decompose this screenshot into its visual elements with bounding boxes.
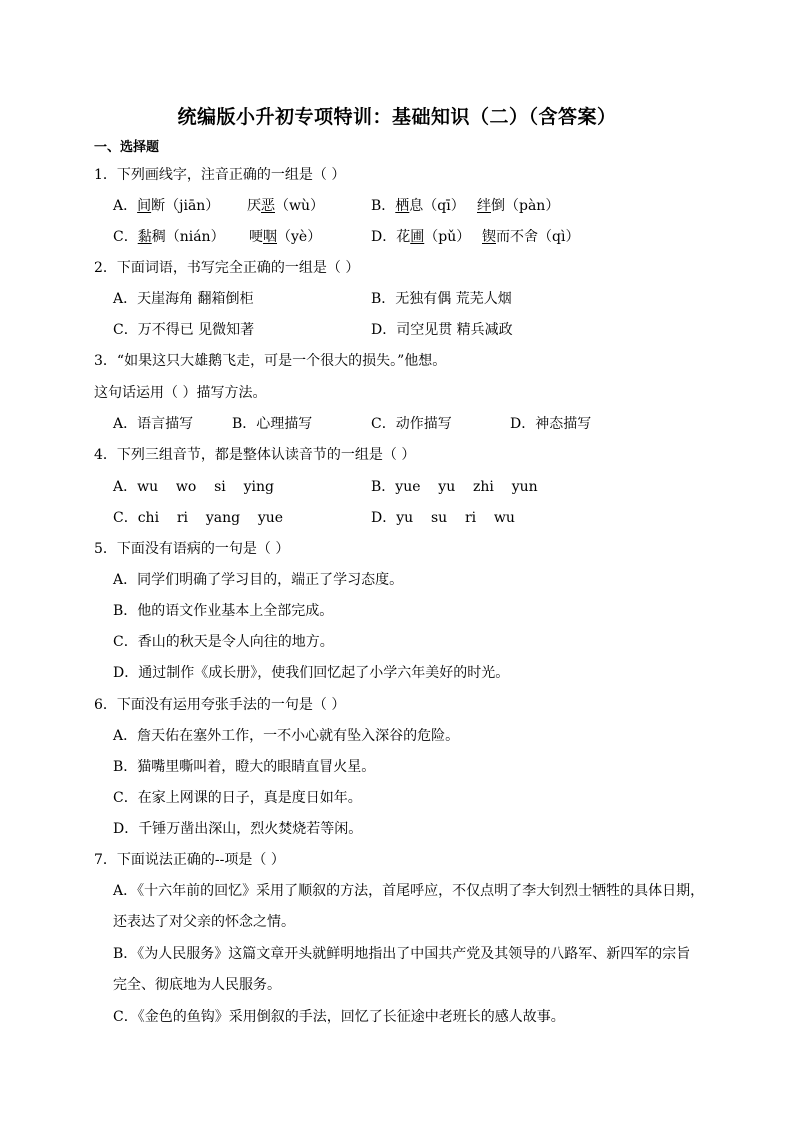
option-label: C． (113, 229, 138, 245)
question-2-option-a[interactable]: A．天崖海角 翻箱倒柜 (113, 291, 254, 307)
question-3-option-c[interactable]: C．动作描写 (371, 416, 452, 432)
question-2-option-d[interactable]: D．司空见贯 精兵减政 (371, 322, 513, 338)
question-7-option-b-continued: 完全、彻底地为人民服务。 (113, 977, 281, 993)
question-1-option-b-word-2: 绊倒（pàn） (477, 198, 560, 214)
question-7-option-a-continued: 还表达了对父亲的怀念之情。 (113, 914, 295, 930)
question-5-option-a[interactable]: A．同学们明确了学习目的，端正了学习态度。 (113, 572, 404, 588)
question-6-stem: 6．下面没有运用夸张手法的一句是（ ） (94, 697, 346, 713)
question-7-option-c[interactable]: C．《金色的鱼钩》采用倒叙的手法，回忆了长征途中老班长的感人故事。 (113, 1009, 565, 1025)
underlined-char: 锲 (482, 229, 496, 245)
question-4-option-c[interactable]: C．chi ri yang yue (113, 510, 284, 526)
option-label: D． (371, 229, 397, 245)
underlined-char: 间 (137, 198, 152, 214)
option-label: A． (113, 198, 138, 214)
question-7-stem: 7．下面说法正确的--项是（ ） (94, 852, 285, 868)
question-2-option-b[interactable]: B．无独有偶 荒芜人烟 (371, 291, 512, 307)
question-3-option-d[interactable]: D．神态描写 (510, 416, 592, 432)
underlined-char: 黏 (137, 229, 152, 245)
question-7-option-b[interactable]: B．《为人民服务》这篇文章开头就鲜明地指出了中国共产党及其领导的八路军、新四军的宗旨 (113, 946, 691, 962)
question-3-stem: 3．“如果这只大雄鹅飞走，可是一个很大的损失。”他想。 (94, 353, 447, 369)
underlined-char: 恶 (261, 198, 275, 214)
question-4-option-a[interactable]: A．wu wo si ying (113, 479, 274, 495)
question-1-option-b[interactable]: B．栖息（qī） (371, 198, 465, 214)
question-1-option-a-word-2: 厌恶（wù） (247, 198, 324, 214)
question-3-option-a[interactable]: A．语言描写 (113, 416, 194, 432)
question-5-stem: 5．下面没有语病的一句是（ ） (94, 541, 290, 557)
question-1-stem: 1．下列画线字，注音正确的一组是（ ） (94, 167, 346, 183)
question-4-option-b[interactable]: B．yue yu zhi yun (371, 479, 538, 495)
question-1-option-d[interactable]: D．花圃（pǔ） (371, 229, 471, 245)
question-1-option-a[interactable]: A．间断（jiān） (113, 198, 220, 214)
question-3-option-b[interactable]: B．心理描写 (232, 416, 313, 432)
question-4-option-d[interactable]: D．yu su ri wu (371, 510, 515, 526)
question-2-stem: 2．下面词语，书写完全正确的一组是（ ） (94, 260, 360, 276)
question-6-option-a[interactable]: A．詹天佑在塞外工作，一不小心就有坠入深谷的危险。 (113, 728, 460, 744)
underlined-char: 咽 (263, 229, 277, 245)
question-2-option-c[interactable]: C．万不得已 见微知著 (113, 322, 255, 338)
question-1-option-c-word-2: 哽咽（yè） (249, 229, 322, 245)
option-label: B． (371, 198, 396, 214)
question-3-stem-continued: 这句话运用（ ）描写方法。 (94, 385, 267, 401)
question-6-option-c[interactable]: C．在家上网课的日子，真是度日如年。 (113, 790, 362, 806)
question-5-option-b[interactable]: B．他的语文作业基本上全部完成。 (113, 603, 334, 619)
underlined-char: 圃 (410, 229, 425, 245)
question-7-option-a[interactable]: A．《十六年前的回忆》采用了顺叙的方法，首尾呼应，不仅点明了李大钊烈士牺牲的具体日期， (113, 883, 705, 899)
question-6-option-b[interactable]: B．猫嘴里嘶叫着，瞪大的眼睛直冒火星。 (113, 759, 376, 775)
question-6-option-d[interactable]: D．千锤万凿出深山，烈火焚烧若等闲。 (113, 821, 363, 837)
section-heading: 一、选择题 (94, 140, 160, 155)
question-1-option-c[interactable]: C．黏稠（nián） (113, 229, 225, 245)
question-1-option-d-word-2: 锲而不舍（qì） (482, 229, 580, 245)
page-title: 统编版小升初专项特训：基础知识（二）（含答案） (177, 106, 617, 128)
question-5-option-d[interactable]: D．通过制作《成长册》，使我们回忆起了小学六年美好的时光。 (113, 665, 510, 681)
question-4-stem: 4．下列三组音节，都是整体认读音节的一组是（ ） (94, 447, 416, 463)
question-5-option-c[interactable]: C．香山的秋天是令人向往的地方。 (113, 634, 334, 650)
underlined-char: 栖 (395, 198, 410, 214)
underlined-char: 绊 (477, 198, 491, 214)
